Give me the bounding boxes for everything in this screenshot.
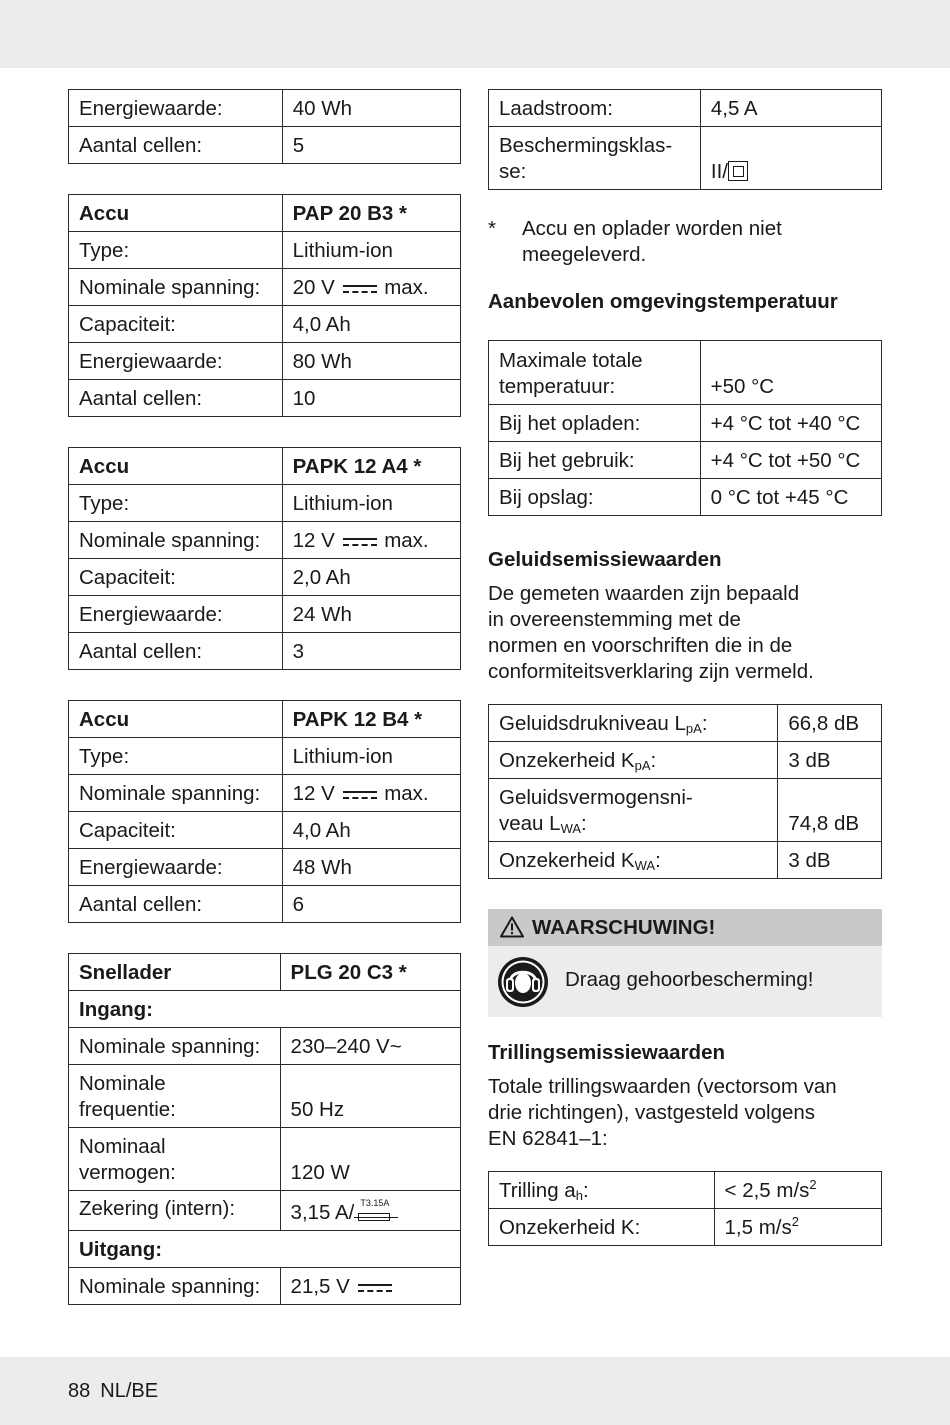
label-text: Onzekerheid K bbox=[499, 849, 635, 872]
output-heading: Uitgang: bbox=[69, 1231, 461, 1268]
row-label: Energiewaarde: bbox=[69, 596, 283, 633]
label-suffix: : bbox=[581, 812, 587, 835]
label-subscript: WA bbox=[560, 821, 582, 836]
footnote bbox=[488, 216, 496, 242]
charging-table bbox=[488, 89, 882, 190]
label-suffix: : bbox=[582, 1179, 589, 1202]
text-line: conformiteitsverklaring zijn vermeld. bbox=[488, 660, 814, 683]
row-value bbox=[714, 1172, 881, 1209]
table-row bbox=[69, 596, 461, 633]
table-row bbox=[69, 559, 461, 596]
table-row bbox=[69, 1065, 461, 1128]
table-row bbox=[489, 90, 882, 127]
row-value: Lithium-ion bbox=[282, 738, 460, 775]
table-row bbox=[69, 1028, 461, 1065]
row-value: 50 Hz bbox=[280, 1065, 460, 1128]
warning-text: Draag gehoorbescherming! bbox=[565, 968, 814, 991]
row-value: 230–240 V~ bbox=[280, 1028, 460, 1065]
label-line: Nominaal bbox=[79, 1135, 166, 1158]
value-superscript: 2 bbox=[809, 1177, 817, 1192]
table-row bbox=[489, 1209, 882, 1246]
row-value: +50 °C bbox=[700, 341, 881, 405]
row-label: Type: bbox=[69, 485, 283, 522]
row-value bbox=[280, 1191, 460, 1231]
table-header-row bbox=[69, 448, 461, 485]
label-subscript: WA bbox=[634, 858, 656, 873]
header-model: PAP 20 B3 * bbox=[282, 195, 460, 232]
label-subscript: pA bbox=[634, 758, 651, 773]
text-line: Accu en oplader worden niet bbox=[522, 217, 782, 240]
temperature-table bbox=[488, 340, 882, 516]
row-value: 4,0 Ah bbox=[282, 812, 460, 849]
row-label: Aantal cellen: bbox=[69, 127, 283, 164]
table-row bbox=[69, 485, 461, 522]
dc-symbol-icon bbox=[343, 283, 377, 295]
text-line: normen en voorschriften die in de bbox=[488, 634, 793, 657]
row-value: 120 W bbox=[280, 1128, 460, 1191]
fuse-rating-label: T3.15A bbox=[360, 1198, 390, 1208]
row-value: Lithium-ion bbox=[282, 485, 460, 522]
dc-symbol-icon bbox=[343, 536, 377, 548]
fuse-icon bbox=[354, 1198, 398, 1225]
voltage-suffix: max. bbox=[384, 276, 429, 299]
label-text: Geluidsdrukniveau L bbox=[499, 712, 686, 735]
label-text: Trilling a bbox=[499, 1179, 576, 1202]
voltage-value: 12 V bbox=[292, 782, 335, 805]
label-line: Nominale bbox=[79, 1072, 166, 1095]
table-row bbox=[489, 779, 882, 842]
warning-header bbox=[488, 909, 882, 946]
row-label: Nominale spanning: bbox=[69, 269, 283, 306]
warning-title: WAARSCHUWING! bbox=[532, 916, 716, 939]
header-model: PAPK 12 B4 * bbox=[282, 701, 460, 738]
label-suffix: : bbox=[701, 712, 708, 735]
row-label: Aantal cellen: bbox=[69, 886, 283, 923]
label-line: frequentie: bbox=[79, 1098, 176, 1121]
label-line: Maximale totale bbox=[499, 349, 643, 372]
footnote-text bbox=[522, 216, 782, 268]
row-label: Aantal cellen: bbox=[69, 633, 283, 670]
row-label: Laadstroom: bbox=[489, 90, 701, 127]
header-model: PAPK 12 A4 * bbox=[282, 448, 460, 485]
section-heading-row bbox=[69, 991, 461, 1028]
ear-protection-icon bbox=[497, 956, 549, 1008]
row-label: Bij het opladen: bbox=[489, 405, 701, 442]
table-row bbox=[69, 738, 461, 775]
warning-box bbox=[488, 909, 882, 1017]
row-value: 48 Wh bbox=[282, 849, 460, 886]
footnote-mark: * bbox=[488, 217, 496, 240]
section-heading-row bbox=[69, 1231, 461, 1268]
table-row bbox=[69, 886, 461, 923]
table-row bbox=[489, 479, 882, 516]
row-value: +4 °C tot +50 °C bbox=[700, 442, 881, 479]
noise-paragraph bbox=[488, 581, 814, 685]
row-value bbox=[700, 127, 881, 190]
temperature-heading: Aanbevolen omgevingstemperatuur bbox=[488, 290, 838, 313]
text-line: De gemeten waarden zijn bepaald bbox=[488, 582, 800, 605]
battery-table-papk12a4 bbox=[68, 447, 461, 670]
row-label bbox=[489, 842, 778, 879]
row-label bbox=[489, 705, 778, 742]
row-value: Lithium-ion bbox=[282, 232, 460, 269]
dc-symbol-icon bbox=[343, 789, 377, 801]
value-text: < 2,5 m/s bbox=[724, 1179, 810, 1202]
row-label: Capaciteit: bbox=[69, 812, 283, 849]
row-value: 10 bbox=[282, 380, 460, 417]
row-value: 40 Wh bbox=[282, 90, 460, 127]
locale-label: NL/BE bbox=[100, 1380, 159, 1402]
battery-table-papk12b4 bbox=[68, 700, 461, 923]
text-line: meegeleverd. bbox=[522, 243, 647, 266]
page-header-band bbox=[0, 0, 950, 68]
row-label: Type: bbox=[69, 232, 283, 269]
row-label bbox=[489, 1172, 715, 1209]
row-label: Bij het gebruik: bbox=[489, 442, 701, 479]
row-value: 3 bbox=[282, 633, 460, 670]
vibration-paragraph bbox=[488, 1074, 837, 1152]
value-text: 1,5 m/s bbox=[724, 1216, 792, 1239]
row-label: Energiewaarde: bbox=[69, 90, 283, 127]
row-label bbox=[69, 1128, 281, 1191]
page-footer bbox=[68, 1380, 168, 1403]
row-label: Energiewaarde: bbox=[69, 343, 283, 380]
value-superscript: 2 bbox=[791, 1214, 799, 1229]
energy-table-top bbox=[68, 89, 461, 164]
warning-triangle-icon bbox=[500, 916, 524, 938]
row-label: Nominale spanning: bbox=[69, 1268, 281, 1305]
label-line: Geluidsvermogensni- bbox=[499, 786, 693, 809]
table-row bbox=[69, 1268, 461, 1305]
row-label: Nominale spanning: bbox=[69, 522, 283, 559]
row-label bbox=[489, 779, 778, 842]
page-number: 88 bbox=[68, 1380, 91, 1402]
noise-table bbox=[488, 704, 882, 879]
label-suffix: : bbox=[655, 849, 661, 872]
vibration-table bbox=[488, 1171, 882, 1246]
row-label: Capaciteit: bbox=[69, 559, 283, 596]
table-row bbox=[69, 1128, 461, 1191]
label-line: vermogen: bbox=[79, 1161, 176, 1184]
vibration-heading: Trillingsemissiewaarden bbox=[488, 1041, 725, 1064]
row-label: Type: bbox=[69, 738, 283, 775]
row-label: Nominale spanning: bbox=[69, 775, 283, 812]
voltage-suffix: max. bbox=[384, 782, 429, 805]
label-line: temperatuur: bbox=[499, 375, 616, 398]
table-row bbox=[69, 90, 461, 127]
row-label: Zekering (intern): bbox=[69, 1191, 281, 1231]
label-subscript: h bbox=[575, 1188, 583, 1203]
table-row bbox=[489, 127, 882, 190]
header-label: Accu bbox=[69, 448, 283, 485]
row-value bbox=[714, 1209, 881, 1246]
table-row bbox=[69, 1191, 461, 1231]
table-row bbox=[489, 742, 882, 779]
label-text: Onzekerheid K bbox=[499, 749, 635, 772]
row-value: 24 Wh bbox=[282, 596, 460, 633]
table-row bbox=[69, 775, 461, 812]
row-value: 3 dB bbox=[778, 742, 882, 779]
voltage-value: 20 V bbox=[292, 276, 335, 299]
table-row bbox=[69, 380, 461, 417]
text-line: EN 62841–1: bbox=[488, 1127, 608, 1150]
voltage-value: 12 V bbox=[292, 529, 335, 552]
table-row bbox=[69, 232, 461, 269]
table-row bbox=[489, 341, 882, 405]
row-value bbox=[280, 1268, 460, 1305]
table-row bbox=[489, 1172, 882, 1209]
row-value bbox=[282, 522, 460, 559]
label-line: se: bbox=[499, 160, 527, 183]
label-line: Beschermingsklas- bbox=[499, 134, 673, 157]
table-row bbox=[69, 849, 461, 886]
text-line: in overeenstemming met de bbox=[488, 608, 741, 631]
row-value bbox=[282, 269, 460, 306]
row-label: Aantal cellen: bbox=[69, 380, 283, 417]
row-value: 74,8 dB bbox=[778, 779, 882, 842]
table-row bbox=[489, 705, 882, 742]
input-heading: Ingang: bbox=[69, 991, 461, 1028]
voltage-value: 21,5 V bbox=[290, 1275, 350, 1298]
row-label bbox=[489, 341, 701, 405]
table-row bbox=[69, 812, 461, 849]
dc-symbol-icon bbox=[358, 1282, 392, 1294]
row-label: Bij opslag: bbox=[489, 479, 701, 516]
label-text: veau L bbox=[499, 812, 561, 835]
header-model: PLG 20 C3 * bbox=[280, 954, 460, 991]
row-value: 0 °C tot +45 °C bbox=[700, 479, 881, 516]
table-row bbox=[489, 405, 882, 442]
row-label: Onzekerheid K: bbox=[489, 1209, 715, 1246]
fuse-value: 3,15 A/ bbox=[290, 1201, 355, 1224]
header-label: Snellader bbox=[69, 954, 281, 991]
row-value: 2,0 Ah bbox=[282, 559, 460, 596]
protection-class-ii-icon bbox=[728, 161, 748, 181]
table-row bbox=[69, 127, 461, 164]
row-value: 4,0 Ah bbox=[282, 306, 460, 343]
row-value bbox=[282, 775, 460, 812]
row-value: 3 dB bbox=[778, 842, 882, 879]
label-subscript: pA bbox=[685, 721, 702, 736]
table-row bbox=[69, 306, 461, 343]
table-header-row bbox=[69, 701, 461, 738]
row-value: 80 Wh bbox=[282, 343, 460, 380]
row-label: Energiewaarde: bbox=[69, 849, 283, 886]
table-row bbox=[69, 633, 461, 670]
protection-class-value: II/ bbox=[710, 160, 728, 183]
row-label bbox=[489, 127, 701, 190]
table-header-row bbox=[69, 195, 461, 232]
label-suffix: : bbox=[650, 749, 657, 772]
table-row bbox=[69, 343, 461, 380]
row-value: 5 bbox=[282, 127, 460, 164]
header-label: Accu bbox=[69, 701, 283, 738]
row-label bbox=[69, 1065, 281, 1128]
noise-heading: Geluidsemissiewaarden bbox=[488, 548, 722, 571]
text-line: Totale trillingswaarden (vectorsom van bbox=[488, 1075, 837, 1098]
table-row bbox=[489, 442, 882, 479]
row-value: 66,8 dB bbox=[778, 705, 882, 742]
header-label: Accu bbox=[69, 195, 283, 232]
battery-table-pap20b3 bbox=[68, 194, 461, 417]
charger-table-plg20c3 bbox=[68, 953, 461, 1305]
table-row bbox=[69, 522, 461, 559]
table-row bbox=[69, 269, 461, 306]
text-line: drie richtingen), vastgesteld volgens bbox=[488, 1101, 816, 1124]
row-value: 6 bbox=[282, 886, 460, 923]
row-label: Capaciteit: bbox=[69, 306, 283, 343]
row-value: +4 °C tot +40 °C bbox=[700, 405, 881, 442]
voltage-suffix: max. bbox=[384, 529, 429, 552]
row-label bbox=[489, 742, 778, 779]
row-value: 4,5 A bbox=[700, 90, 881, 127]
table-row bbox=[489, 842, 882, 879]
table-header-row bbox=[69, 954, 461, 991]
row-label: Nominale spanning: bbox=[69, 1028, 281, 1065]
